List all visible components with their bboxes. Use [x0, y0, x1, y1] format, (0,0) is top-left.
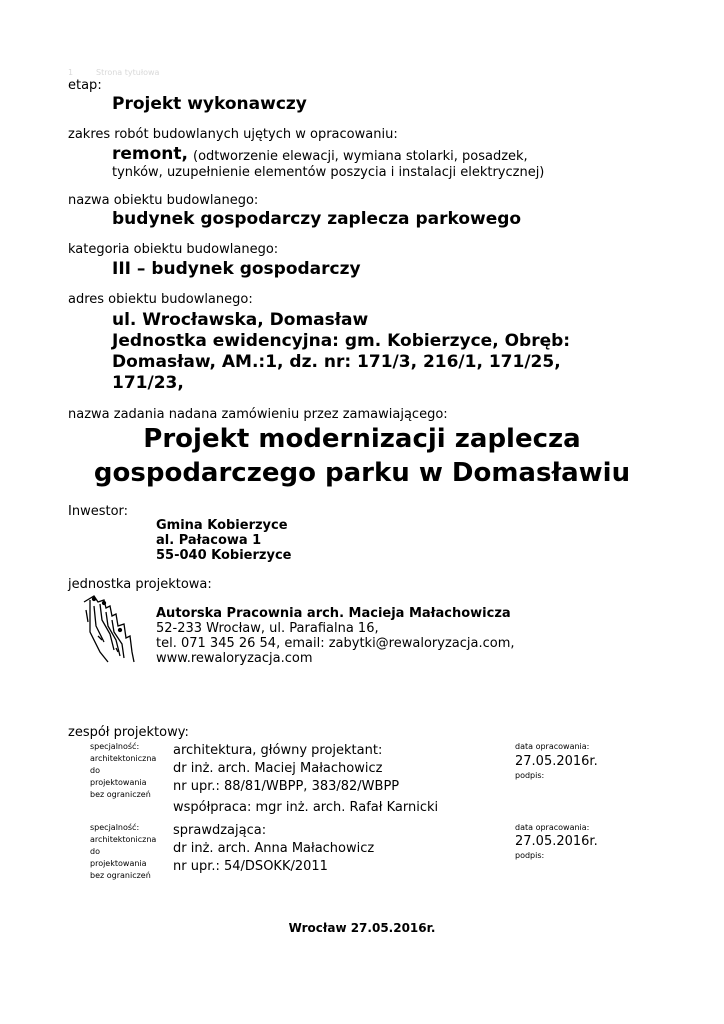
zadanie-title-line-1: Projekt modernizacji zaplecza	[143, 424, 581, 454]
inwestor-line-3: 55-040 Kobierzyce	[156, 548, 292, 563]
jednostka-contact: tel. 071 345 26 54, email: zabytki@rewaloryzacja.com,	[156, 636, 515, 651]
member-2-upr: nr upr.: 54/DSOKK/2011	[173, 859, 328, 874]
pracownia-logo	[80, 592, 138, 664]
nazwa-obiektu-value: budynek gospodarczy zaplecza parkowego	[112, 209, 522, 229]
adres-line-2: Jednostka ewidencyjna: gm. Kobierzyce, Obręb:	[112, 331, 571, 351]
member-2-role: sprawdzająca:	[173, 823, 267, 838]
member-1-sign-label: podpis:	[515, 771, 545, 780]
header-number: 1	[68, 68, 74, 77]
nazwa-obiektu-label: nazwa obiektu budowlanego:	[68, 193, 259, 208]
member-1-specjalnosc: specjalność: architektoniczna do projektowania bez ograniczeń	[90, 742, 157, 799]
adres-line-3: Domasław, AM.:1, dz. nr: 171/3, 216/1, 171/25,	[112, 352, 561, 372]
zakres-detail-2: tynków, uzupełnienie elementów poszycia i instalacji elektrycznej)	[112, 165, 545, 180]
wspolpraca: współpraca: mgr inż. arch. Rafał Karnicki	[173, 800, 439, 815]
member-2-sign-label: podpis:	[515, 851, 545, 860]
jednostka-label: jednostka projektowa:	[68, 577, 212, 592]
member-2-date-label: data opracowania:	[515, 823, 590, 832]
jednostka-address: 52-233 Wrocław, ul. Parafialna 16,	[156, 621, 379, 636]
etap-value: Projekt wykonawczy	[112, 94, 307, 114]
zadanie-title-line-2: gospodarczego parku w Domasławiu	[93, 458, 631, 488]
header-title: Strona tytułowa	[96, 68, 160, 77]
member-2-name: dr inż. arch. Anna Małachowicz	[173, 841, 375, 856]
inwestor-line-1: Gmina Kobierzyce	[156, 518, 288, 533]
adres-label: adres obiektu budowlanego:	[68, 292, 253, 307]
etap-label: etap:	[68, 78, 102, 93]
zadanie-label: nazwa zadania nadana zamówieniu przez zamawiającego:	[68, 407, 448, 422]
jednostka-www: www.rewaloryzacja.com	[156, 651, 313, 666]
member-1-upr: nr upr.: 88/81/WBPP, 383/82/WBPP	[173, 779, 400, 794]
inwestor-line-2: al. Pałacowa 1	[156, 533, 262, 548]
zakres-main: remont,	[112, 144, 188, 164]
kategoria-value: III – budynek gospodarczy	[112, 259, 361, 279]
zespol-label: zespół projektowy:	[68, 725, 189, 740]
zakres-label: zakres robót budowlanych ujętych w opracowaniu:	[68, 127, 398, 142]
member-2-specjalnosc: specjalność: architektoniczna do projektowania bez ograniczeń	[90, 823, 157, 880]
kategoria-label: kategoria obiektu budowlanego:	[68, 242, 279, 257]
member-1-role: architektura, główny projektant:	[173, 743, 383, 758]
member-2-date: 27.05.2016r.	[515, 834, 598, 849]
adres-line-4: 171/23,	[112, 373, 184, 393]
jednostka-name: Autorska Pracownia arch. Macieja Małachowicza	[156, 606, 511, 621]
zakres-detail-1: (odtworzenie elewacji, wymiana stolarki, posadzek,	[193, 149, 528, 164]
adres-line-1: ul. Wrocławska, Domasław	[112, 310, 369, 330]
footer-place-date: Wrocław 27.05.2016r.	[288, 921, 436, 935]
member-1-date: 27.05.2016r.	[515, 754, 598, 769]
member-1-name: dr inż. arch. Maciej Małachowicz	[173, 761, 383, 776]
member-1-date-label: data opracowania:	[515, 742, 590, 751]
inwestor-label: Inwestor:	[68, 504, 129, 519]
